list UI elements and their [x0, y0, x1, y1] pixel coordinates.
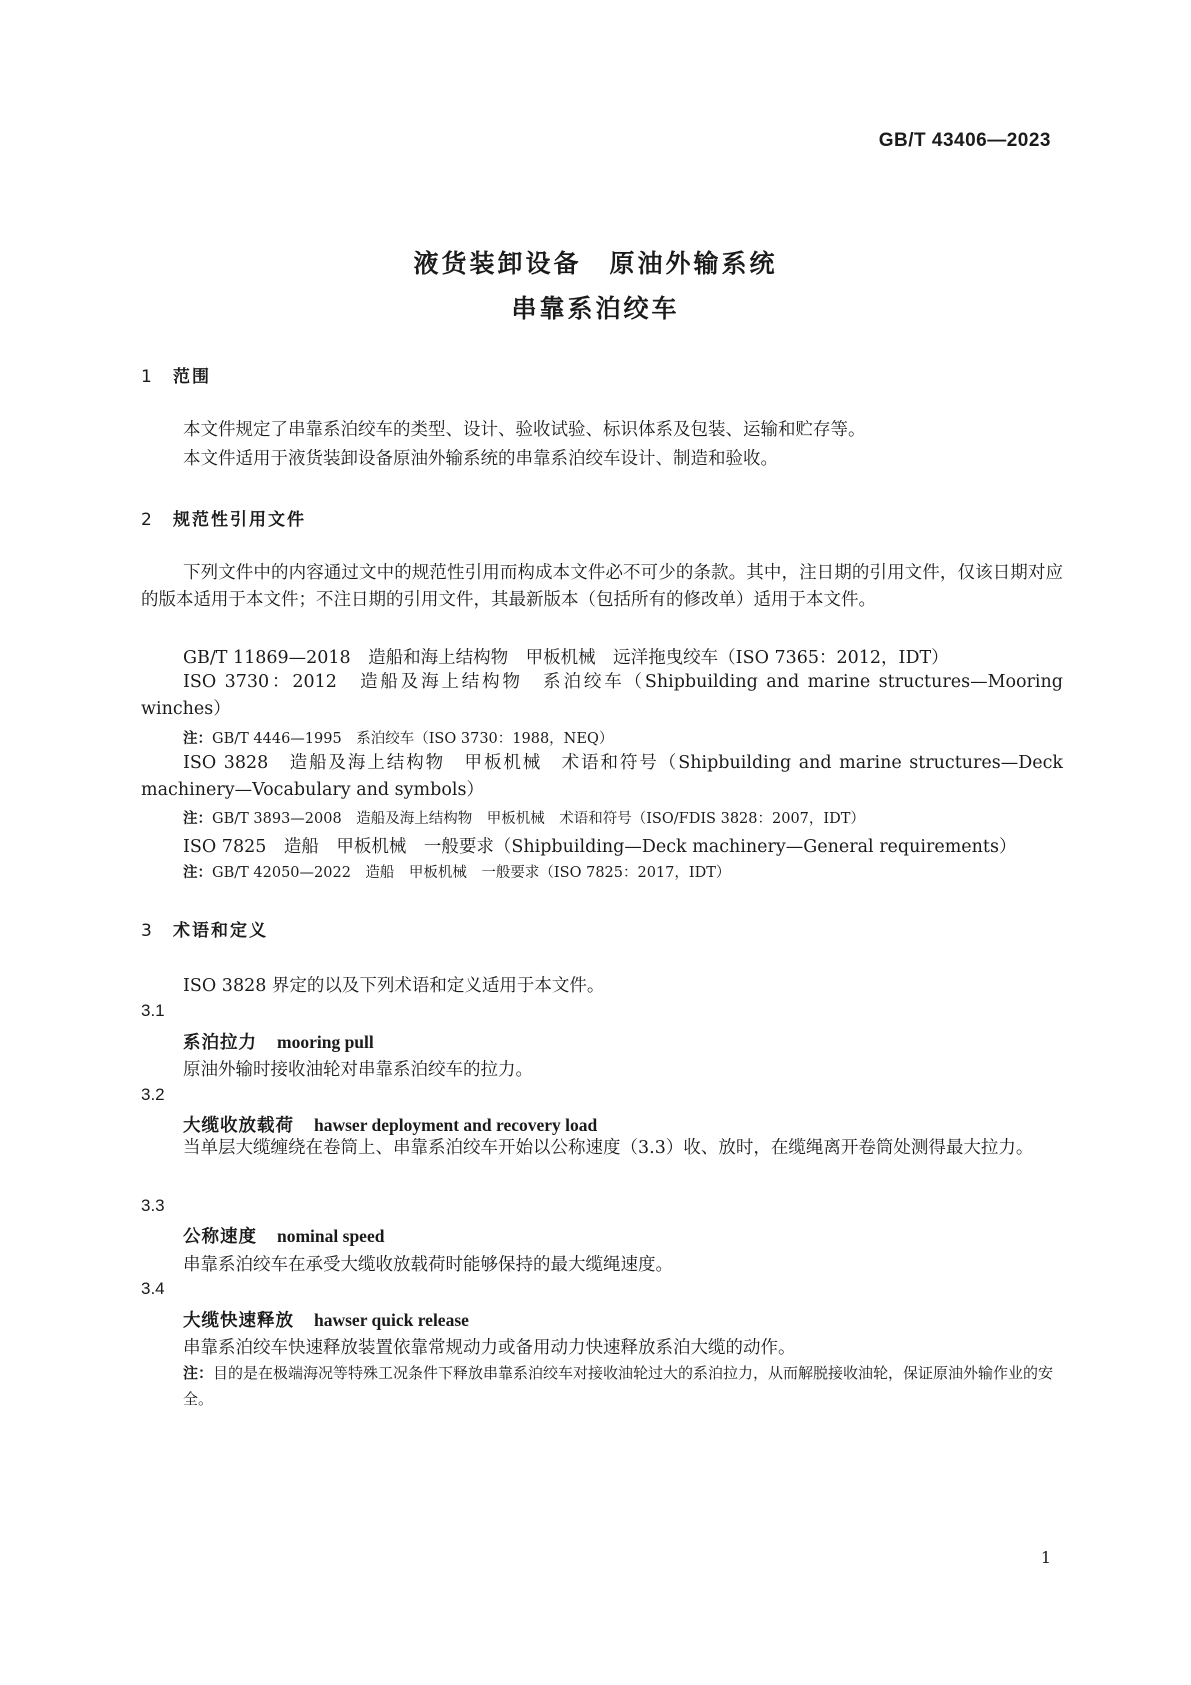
- term-3-3-definition: 串靠系泊绞车在承受大缆收放载荷时能够保持的最大缆绳速度。: [183, 1255, 673, 1275]
- standard-code: GB/T 43406—2023: [878, 130, 1051, 151]
- term-3-1-number: 3.1: [141, 1001, 165, 1020]
- term-3-3: [183, 1223, 384, 1248]
- note-text: GB/T 4446—1995 系泊绞车（ISO 3730：1988，NEQ）: [212, 731, 614, 747]
- note-text: 目的是在极端海况等特殊工况条件下释放串靠系泊绞车对接收油轮过大的系泊拉力，从而解脱接收油轮，保证原油外输作业的安全。: [183, 1364, 1054, 1408]
- scope-paragraph-1: 本文件规定了串靠系泊绞车的类型、设计、验收试验、标识体系及包装、运输和贮存等。: [183, 420, 866, 440]
- terms-intro: ISO 3828 界定的以及下列术语和定义适用于本文件。: [183, 976, 605, 996]
- term-3-3-english: nominal speed: [277, 1226, 385, 1246]
- note-gbt-3893: [183, 807, 865, 828]
- document-title-line1: 液货装卸设备 原油外输系统: [413, 249, 778, 278]
- note-gbt-42050: [183, 861, 730, 882]
- term-3-1-definition: 原油外输时接收油轮对串靠系泊绞车的拉力。: [183, 1060, 533, 1080]
- term-3-1-english: mooring pull: [277, 1032, 374, 1052]
- term-3-1-chinese: 系泊拉力: [183, 1033, 257, 1053]
- section-2-title: 规范性引用文件: [173, 510, 306, 530]
- term-3-1: [183, 1029, 374, 1054]
- term-3-2-number: 3.2: [141, 1085, 165, 1104]
- term-3-4-note: [183, 1360, 1063, 1412]
- term-3-4-definition: 串靠系泊绞车快速释放装置依靠常规动力或备用动力快速释放系泊大缆的动作。: [183, 1338, 796, 1358]
- section-2-heading: [141, 505, 306, 530]
- scope-paragraph-2: 本文件适用于液货装卸设备原油外输系统的串靠系泊绞车设计、制造和验收。: [183, 449, 778, 469]
- note-text: GB/T 3893—2008 造船及海上结构物 甲板机械 术语和符号（ISO/FDIS 3828：2007，IDT）: [212, 811, 865, 827]
- term-3-4-english: hawser quick release: [314, 1310, 469, 1330]
- term-3-3-number: 3.3: [141, 1196, 165, 1215]
- note-label: 注：: [183, 865, 212, 881]
- term-3-4: [183, 1307, 469, 1332]
- reference-iso-7825: ISO 7825 造船 甲板机械 一般要求（Shipbuilding—Deck machinery—General requirements）: [183, 837, 1017, 857]
- section-2-number: 2: [141, 510, 152, 530]
- page-number: 1: [1040, 1548, 1051, 1567]
- section-3-heading: [141, 916, 268, 941]
- section-3-number: 3: [141, 921, 152, 941]
- note-text: GB/T 42050—2022 造船 甲板机械 一般要求（ISO 7825：2017，IDT）: [212, 865, 731, 881]
- term-3-4-chinese: 大缆快速释放: [183, 1311, 294, 1331]
- note-label: 注：: [183, 1364, 214, 1382]
- document-title-line2: 串靠系泊绞车: [511, 294, 680, 323]
- term-3-3-chinese: 公称速度: [183, 1227, 257, 1247]
- term-3-2-definition: 当单层大缆缠绕在卷筒上、串靠系泊绞车开始以公称速度（3.3）收、放时，在缆绳离开卷筒处测得最大拉力。: [183, 1138, 1034, 1158]
- reference-gbt-11869: GB/T 11869—2018 造船和海上结构物 甲板机械 远洋拖曳绞车（ISO 7365：2012，IDT）: [183, 648, 949, 668]
- term-3-2-chinese: 大缆收放载荷: [183, 1116, 294, 1136]
- section-1-number: 1: [141, 367, 152, 387]
- term-3-4-number: 3.4: [141, 1279, 165, 1298]
- note-label: 注：: [183, 731, 212, 747]
- normative-references-intro: 下列文件中的内容通过文中的规范性引用而构成本文件必不可少的条款。其中，注日期的引用文件，仅该日期对应的版本适用于本文件；不注日期的引用文件，其最新版本（包括所有的修改单）适用于本文件。: [141, 563, 1063, 610]
- term-3-2-english: hawser deployment and recovery load: [314, 1115, 598, 1135]
- note-gbt-4446: [183, 727, 613, 748]
- section-1-heading: [141, 362, 211, 387]
- section-1-title: 范围: [173, 367, 211, 387]
- reference-iso-3730: ISO 3730：2012 造船及海上结构物 系泊绞车（Shipbuilding and marine structures—Mooring winches）: [141, 672, 1063, 719]
- reference-iso-3828: ISO 3828 造船及海上结构物 甲板机械 术语和符号（Shipbuilding and marine structures—Deck machinery—Vocabulary and symbols）: [141, 753, 1063, 800]
- term-3-2: [183, 1112, 597, 1137]
- note-label: 注：: [183, 811, 212, 827]
- section-3-title: 术语和定义: [173, 921, 268, 941]
